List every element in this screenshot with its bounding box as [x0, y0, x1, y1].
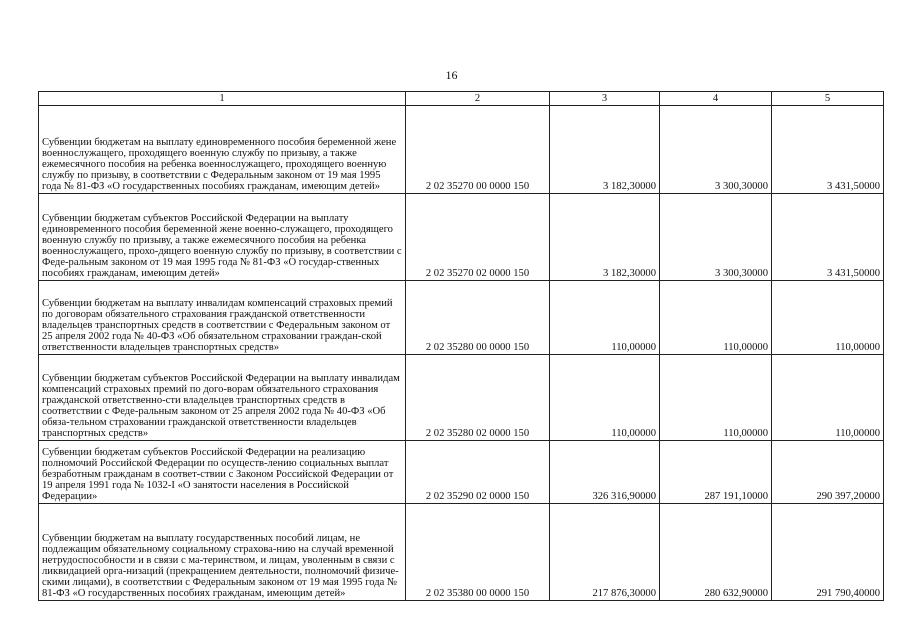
row-value-1: 110,00000: [550, 281, 660, 355]
row-value-1: 217 876,30000: [550, 504, 660, 601]
row-code: 2 02 35290 02 0000 150: [406, 441, 550, 504]
row-value-3: 3 431,50000: [772, 194, 884, 281]
row-value-2: 110,00000: [660, 355, 772, 441]
column-header-value-3: 5: [772, 92, 884, 106]
row-description: Субвенции бюджетам субъектов Российской Федерации на выплату единовременного пособия беременной жене военно-служащего, проходящего военную службу по призыву, а также ежемесячного пособия на ребенка военнослужащего, прохо-дящего военную службу по призыву, в соответствии с Феде-ральным законом от 19 мая 1995 года № 81-ФЗ «О государ-ственных пособиях гражданам, имеющим детей»: [39, 194, 406, 281]
row-value-3: 290 397,20000: [772, 441, 884, 504]
row-description: Субвенции бюджетам на выплату инвалидам компенсаций страховых премий по договорам обязательного страхования гражданской ответственности владельцев транспортных средств в соответствии с Федеральным законом от 25 апреля 2002 года № 40-ФЗ «Об обязательном страховании граждан-ской ответственности владельцев транспортных средств»: [39, 281, 406, 355]
table-header-row: [39, 92, 884, 106]
table-row: [39, 281, 884, 355]
budget-revenue-table: [38, 91, 884, 601]
column-header-value-2: 4: [660, 92, 772, 106]
row-value-3: 110,00000: [772, 281, 884, 355]
row-value-1: 3 182,30000: [550, 194, 660, 281]
row-value-3: 291 790,40000: [772, 504, 884, 601]
row-value-1: 3 182,30000: [550, 106, 660, 194]
row-value-3: 110,00000: [772, 355, 884, 441]
row-value-2: 287 191,10000: [660, 441, 772, 504]
row-description: Субвенции бюджетам на выплату единовременного пособия беременной жене военнослужащего, проходящего военную службу по призыву, а также ежемесячного пособия на ребенка военнослужащего, проходящего военную службу по призыву, в соответствии с Федеральным законом от 19 мая 1995 года № 81-ФЗ «О государственных пособиях гражданам, имеющим детей»: [39, 106, 406, 194]
row-description: Субвенции бюджетам субъектов Российской Федерации на выплату инвалидам компенсаций страховых премий по дого-ворам обязательного страхования гражданской ответственно-сти владельцев транспортных средств в соответствии с Феде-ральным законом от 25 апреля 2002 года № 40-ФЗ «Об обяза-тельном страховании гражданской ответственности владельцев транспортных средств»: [39, 355, 406, 441]
column-header-value-1: 3: [550, 92, 660, 106]
table-row: [39, 504, 884, 601]
row-value-3: 3 431,50000: [772, 106, 884, 194]
row-value-1: 326 316,90000: [550, 441, 660, 504]
row-code: 2 02 35380 00 0000 150: [406, 504, 550, 601]
row-value-2: 280 632,90000: [660, 504, 772, 601]
row-value-2: 110,00000: [660, 281, 772, 355]
column-header-code: 2: [406, 92, 550, 106]
row-code: 2 02 35270 00 0000 150: [406, 106, 550, 194]
row-value-1: 110,00000: [550, 355, 660, 441]
row-description: Субвенции бюджетам на выплату государственных пособий лицам, не подлежащим обязательному социальному страхова-нию на случай временной нетрудоспособности и в связи с ма-теринством, и лицам, уволенным в связи с ликвидацией орга-низаций (прекращением деятельности, полномочий физиче-скими лицами), в соответствии с Федеральным законом от 19 мая 1995 года № 81-ФЗ «О государственных пособиях гражданам, имеющим детей»: [39, 504, 406, 601]
column-header-description: 1: [39, 92, 406, 106]
table-row: [39, 355, 884, 441]
row-code: 2 02 35280 00 0000 150: [406, 281, 550, 355]
table-row: [39, 106, 884, 194]
row-code: 2 02 35270 02 0000 150: [406, 194, 550, 281]
table-row: [39, 194, 884, 281]
table-row: [39, 441, 884, 504]
row-description: Субвенции бюджетам субъектов Российской Федерации на реализацию полномочий Российской Федерации по осуществ-лению социальных выплат безработным гражданам в соответ-ствии с Законом Российской Федерации от 19 апреля 1991 года № 1032-I «О занятости населения в Российской Федерации»: [39, 441, 406, 504]
row-code: 2 02 35280 02 0000 150: [406, 355, 550, 441]
row-value-2: 3 300,30000: [660, 106, 772, 194]
page-number: 16: [445, 68, 458, 82]
row-value-2: 3 300,30000: [660, 194, 772, 281]
